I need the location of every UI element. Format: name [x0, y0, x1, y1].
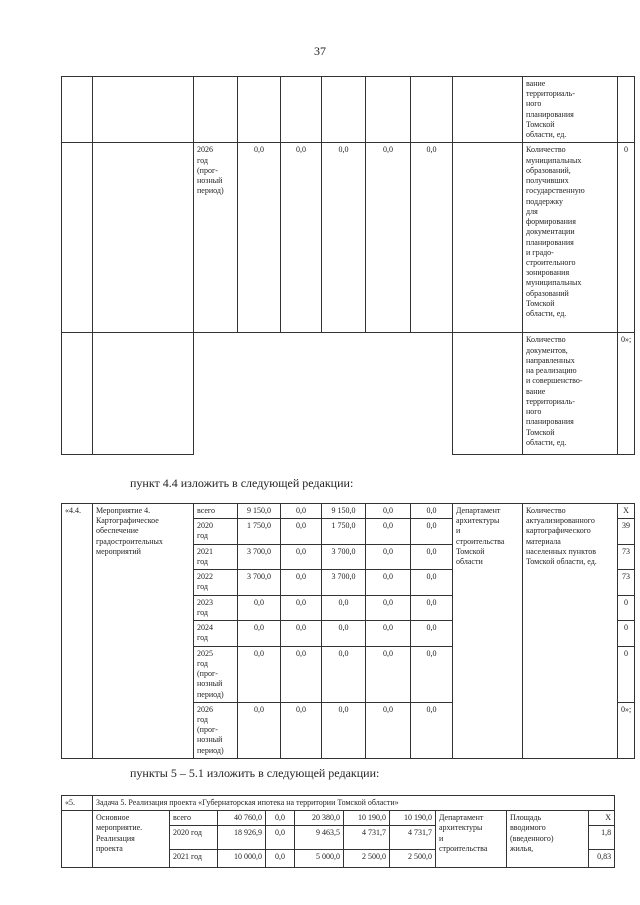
- indicator-value: 73: [618, 544, 635, 569]
- amount-cell: 0,0: [411, 702, 453, 758]
- task-number: «5.: [62, 796, 93, 811]
- amount-cell: 3 700,0: [322, 570, 366, 595]
- amount-cell: 0,0: [281, 143, 322, 333]
- amount-cell: 0,0: [281, 646, 322, 702]
- indicator-value: [618, 77, 635, 143]
- amount-cell: 2 500,0: [390, 850, 436, 868]
- amount-cell: 9 463,5: [295, 826, 344, 850]
- amount-cell: 0,0: [266, 811, 295, 826]
- measure-number: «4.4.: [62, 504, 93, 759]
- amount-cell: 0,0: [366, 504, 411, 519]
- indicator-text: Количество документов, направленных на реализацию и совершенство- вание территориаль- ного планирования Томской области, ед.: [523, 333, 618, 455]
- amount-cell: 3 700,0: [238, 544, 281, 569]
- indicator-value: 0: [618, 646, 635, 702]
- amount-cell: 0,0: [266, 826, 295, 850]
- period-cell: всего: [170, 811, 218, 826]
- indicator-value: 0»;: [618, 702, 635, 758]
- amount-cell: 5 000,0: [295, 850, 344, 868]
- period-cell: 2024 год: [194, 621, 238, 646]
- amount-cell: 0,0: [238, 621, 281, 646]
- amount-cell: 0,0: [281, 519, 322, 544]
- amount-cell: 9 150,0: [238, 504, 281, 519]
- amount-cell: 0,0: [238, 646, 281, 702]
- amount-cell: 1 750,0: [322, 519, 366, 544]
- amount-cell: 0,0: [322, 595, 366, 620]
- amount-cell: 2 500,0: [344, 850, 390, 868]
- amount-cell: 0,0: [411, 544, 453, 569]
- task-title: Задача 5. Реализация проекта «Губернаторская ипотека на территории Томской области»: [93, 796, 615, 811]
- amount-cell: 0,0: [411, 646, 453, 702]
- amount-cell: 0,0: [238, 702, 281, 758]
- amount-cell: 0,0: [411, 504, 453, 519]
- period-cell: 2026 год (прог- нозный период): [194, 702, 238, 758]
- period-cell: 2023 год: [194, 595, 238, 620]
- empty-cell: [62, 811, 93, 868]
- period-cell: 2020 год: [170, 826, 218, 850]
- amount-cell: 0,0: [238, 143, 281, 333]
- measure-name: Основное мероприятие. Реализация проекта: [93, 811, 170, 868]
- cell-name: [93, 77, 194, 143]
- cell-exec: [453, 77, 523, 143]
- indicator-value: 0: [618, 621, 635, 646]
- period-cell: 2020 год: [194, 519, 238, 544]
- amount-cell: 0,0: [366, 544, 411, 569]
- amount-cell: 0,0: [281, 544, 322, 569]
- amount-cell: 10 190,0: [344, 811, 390, 826]
- amount-cell: 0,0: [366, 702, 411, 758]
- amount-cell: 4 731,7: [390, 826, 436, 850]
- amount-cell: 3 700,0: [238, 570, 281, 595]
- indicator-text: Количество муниципальных образований, получивших государственную поддержку для формирования документации планирования и градо- строительного зонирования муниципальных образований Томской области, ед.: [523, 143, 618, 333]
- amount-cell: 40 760,0: [218, 811, 266, 826]
- indicator-value: Х: [618, 504, 635, 519]
- period-cell: 2026 год (прог- нозный период): [194, 143, 238, 333]
- indicator-value: Х: [589, 811, 615, 826]
- amount-cell: 0,0: [322, 646, 366, 702]
- amount-cell: 0,0: [281, 504, 322, 519]
- indicator-value: 0,83: [589, 850, 615, 868]
- amount-cell: 0,0: [281, 570, 322, 595]
- period-cell: всего: [194, 504, 238, 519]
- indicator-text: Количество актуализированного картографического материала населенных пунктов Томской области, ед.: [523, 504, 618, 759]
- amount-cell: 18 926,9: [218, 826, 266, 850]
- table-task-5: [61, 795, 615, 868]
- indicator-value: 0»;: [618, 333, 635, 455]
- amount-cell: 0,0: [322, 621, 366, 646]
- amount-cell: 0,0: [411, 595, 453, 620]
- amount-cell: 0,0: [366, 570, 411, 595]
- indicator-text: Площадь вводимого (введенного) жилья,: [507, 811, 589, 868]
- amount-cell: 0,0: [366, 595, 411, 620]
- table-row: [62, 796, 615, 811]
- table-row: [62, 811, 615, 826]
- section-heading: пункты 5 – 5.1 изложить в следующей редакции:: [130, 766, 380, 780]
- executor: Департамент архитектуры и строительства Томской области: [453, 504, 523, 759]
- page-number: 37: [314, 44, 326, 58]
- amount-cell: 0,0: [366, 143, 411, 333]
- amount-cell: 1 750,0: [238, 519, 281, 544]
- period-cell: 2021 год: [170, 850, 218, 868]
- cell-num: [62, 77, 93, 143]
- table-row: [62, 504, 635, 519]
- amount-cell: 0,0: [411, 621, 453, 646]
- amount-cell: 0,0: [366, 519, 411, 544]
- amount-cell: 4 731,7: [344, 826, 390, 850]
- table-measure-4-4: [61, 503, 635, 759]
- amount-cell: 0,0: [281, 595, 322, 620]
- amount-cell: 0,0: [281, 621, 322, 646]
- amount-cell: 20 380,0: [295, 811, 344, 826]
- executor: Департамент архитектуры и строительства: [436, 811, 507, 868]
- amount-cell: 0,0: [411, 570, 453, 595]
- amount-cell: 0,0: [366, 621, 411, 646]
- amount-cell: 0,0: [281, 702, 322, 758]
- indicator-value: 73: [618, 570, 635, 595]
- period-cell: 2022 год: [194, 570, 238, 595]
- indicator-value: 39: [618, 519, 635, 544]
- amount-cell: 10 190,0: [390, 811, 436, 826]
- amount-cell: 0,0: [411, 519, 453, 544]
- amount-cell: 0,0: [238, 595, 281, 620]
- period-cell: 2021 год: [194, 544, 238, 569]
- amount-cell: 0,0: [322, 143, 366, 333]
- section-heading: пункт 4.4 изложить в следующей редакции:: [130, 476, 354, 490]
- indicator-value: 0: [618, 143, 635, 333]
- indicator-value: 0: [618, 595, 635, 620]
- amount-cell: 3 700,0: [322, 544, 366, 569]
- table-continuation: [61, 76, 635, 455]
- amount-cell: 0,0: [366, 646, 411, 702]
- amount-cell: 10 000,0: [218, 850, 266, 868]
- amount-cell: 0,0: [411, 143, 453, 333]
- period-cell: 2025 год (прог- нозный период): [194, 646, 238, 702]
- indicator-text: вание территориаль- ного планирования Томской области, ед.: [523, 77, 618, 143]
- amount-cell: 0,0: [266, 850, 295, 868]
- cell-period: [194, 77, 238, 143]
- indicator-value: 1,8: [589, 826, 615, 850]
- amount-cell: 0,0: [322, 702, 366, 758]
- measure-name: Мероприятие 4. Картографическое обеспечение градостроительных мероприятий: [93, 504, 194, 759]
- amount-cell: 9 150,0: [322, 504, 366, 519]
